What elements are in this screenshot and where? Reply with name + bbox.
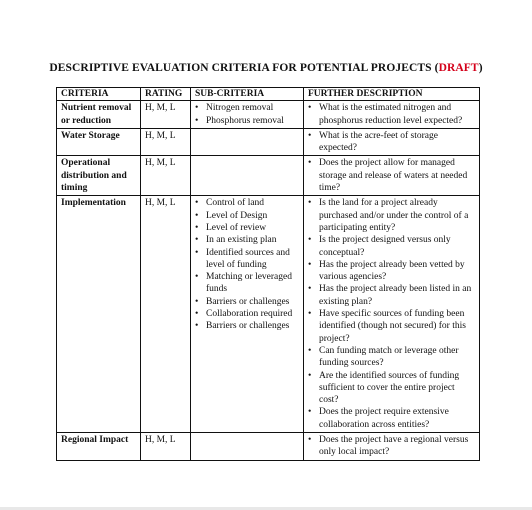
further-description-item: • Can funding match or leverage other funding sources? [308,345,476,370]
further-description-item: • Is the project designed versus only conceptual? [308,234,476,259]
rating-cell: H, M, L [141,156,191,196]
sub-criteria-item: • Nitrogen removal [195,102,300,114]
header-row [57,88,480,101]
sub-criteria-item: • Barriers or challenges [195,320,300,332]
rating-cell: H, M, L [141,128,191,156]
further-description-item: • Does the project have a regional versus only local impact? [308,434,476,459]
table-row [57,156,480,196]
further-description-list [308,197,476,431]
sub-criteria-cell [191,128,304,156]
title-text: DESCRIPTIVE EVALUATION CRITERIA FOR POTENTIAL PROJECTS ( [49,62,439,74]
title-close: ) [478,62,483,74]
header-sub-criteria: SUB-CRITERIA [191,88,304,101]
sub-criteria-cell [191,101,304,129]
header-further-description: FURTHER DESCRIPTION [304,88,480,101]
further-description-item: • Does the project allow for managed storage and release of waters at needed time? [308,157,476,194]
sub-criteria-item: • Control of land [195,197,300,209]
further-description-item: • What is the estimated nitrogen and phosphorus reduction level expected? [308,102,476,127]
further-description-list [308,434,476,459]
criteria-cell: Nutrient removal or reduction [57,101,141,129]
sub-criteria-item: • Level of review [195,222,300,234]
further-description-cell [304,433,480,461]
further-description-list [308,157,476,194]
criteria-cell: Operational distribution and timing [57,156,141,196]
further-description-list [308,130,476,155]
header-criteria: CRITERIA [57,88,141,101]
further-description-item: • Has the project already been vetted by various agencies? [308,259,476,284]
further-description-list [308,102,476,127]
further-description-cell [304,128,480,156]
further-description-item: • Is the land for a project already purchased and/or under the control of a participating entity? [308,197,476,234]
further-description-item: • Are the identified sources of funding sufficient to cover the entire project cost? [308,370,476,407]
further-description-item: • Has the project already been listed in an existing plan? [308,283,476,308]
table-row [57,101,480,129]
criteria-cell: Implementation [57,196,141,433]
header-rating: RATING [141,88,191,101]
criteria-cell: Water Storage [57,128,141,156]
sub-criteria-item: • Matching or leveraged funds [195,271,300,296]
sub-criteria-item: • Identified sources and level of funding [195,247,300,272]
further-description-cell [304,156,480,196]
draft-label: DRAFT [438,62,479,74]
document-title [0,62,532,74]
sub-criteria-item: • Barriers or challenges [195,296,300,308]
rating-cell: H, M, L [141,196,191,433]
table-body [57,101,480,460]
criteria-cell: Regional Impact [57,433,141,461]
table-row [57,128,480,156]
sub-criteria-item: • In an existing plan [195,234,300,246]
sub-criteria-cell [191,196,304,433]
sub-criteria-list [195,197,300,332]
criteria-table [56,87,480,461]
further-description-item: • Have specific sources of funding been identified (though not secured) for this project? [308,308,476,345]
sub-criteria-item: • Collaboration required [195,308,300,320]
sub-criteria-item: • Phosphorus removal [195,115,300,127]
further-description-cell [304,101,480,129]
sub-criteria-cell [191,433,304,461]
further-description-item: • Does the project require extensive collaboration across entities? [308,406,476,431]
rating-cell: H, M, L [141,433,191,461]
table-row [57,196,480,433]
further-description-item: • What is the acre-feet of storage expected? [308,130,476,155]
sub-criteria-cell [191,156,304,196]
sub-criteria-item: • Level of Design [195,210,300,222]
table-row [57,433,480,461]
rating-cell: H, M, L [141,101,191,129]
sub-criteria-list [195,102,300,127]
further-description-cell [304,196,480,433]
